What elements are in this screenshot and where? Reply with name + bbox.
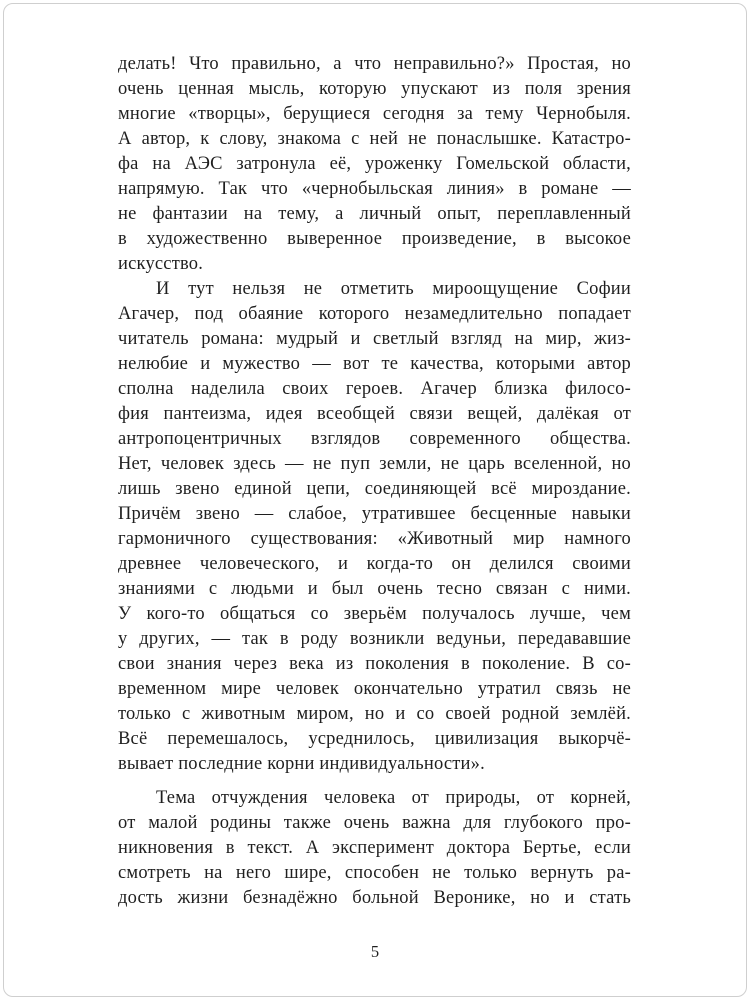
text-line: искусство. [118,254,204,274]
text-line: читатель романа: мудрый и светлый взгляд на мир, жиз- [118,329,631,349]
text-line: только с животным миром, но и со своей родной землёй. [118,704,631,724]
text-line: У кого-то общаться со зверьём получалось лучше, чем [118,604,631,624]
text-line: А автор, к слову, знакома с ней не понаслышке. Катастро- [118,129,631,149]
paragraph-3 [118,786,631,911]
text-line: Тема отчуждения человека от природы, от корней, [156,788,631,808]
paragraph-2 [118,277,631,777]
text-line: гармоничного существования: «Животный мир намного [118,529,631,549]
page-number: 5 [370,942,380,961]
text-line: сполна наделила своих героев. Агачер близка филосо- [118,379,631,399]
text-line: дость жизни безнадёжно больной Веронике, но и стать [118,888,631,908]
text-line: знаниями с людьми и был очень тесно связан с ними. [118,579,631,599]
text-line: многие «творцы», берущиеся сегодня за тему Чернобыля. [118,104,631,124]
text-line: Причём звено — слабое, утратившее бесценные навыки [118,504,631,524]
text-line: Агачер, под обаяние которого незамедлительно попадает [118,304,631,324]
text-line: Нет, человек здесь — не пуп земли, не царь вселенной, но [118,454,631,474]
text-line: не фантазии на тему, а личный опыт, переплавленный [118,204,631,224]
text-line: нелюбие и мужество — вот те качества, которыми автор [118,354,631,374]
text-line: временном мире человек окончательно утратил связь не [118,679,631,699]
text-line: от малой родины также очень важна для глубокого про- [118,813,631,833]
text-line: делать! Что правильно, а что неправильно?» Простая, но [118,54,631,74]
text-line: у других, — так в роду возникли ведуньи, передававшие [118,629,631,649]
text-line: фа на АЭС затронула её, уроженку Гомельской области, [118,154,631,174]
text-line: фия пантеизма, идея всеобщей связи вещей, далёкая от [118,404,631,424]
paragraph-1 [118,52,631,277]
text-line: в художественно выверенное произведение, в высокое [118,229,631,249]
text-line: напрямую. Так что «чернобыльская линия» в романе — [118,179,631,199]
text-line: лишь звено единой цепи, соединяющей всё мироздание. [118,479,631,499]
text-line: смотреть на него шире, способен не только вернуть ра- [118,863,631,883]
text-line: И тут нельзя не отметить мироощущение Софии [156,279,631,299]
text-line: антропоцентричных взглядов современного общества. [118,429,631,449]
text-line: Всё перемешалось, усреднилось, цивилизация выкорчё- [118,729,631,749]
text-line: древнее человеческого, и когда-то он делился своими [118,554,631,574]
text-line: свои знания через века из поколения в поколение. В со- [118,654,631,674]
text-line: очень ценная мысль, которую упускают из поля зрения [118,79,631,99]
text-line: вывает последние корни индивидуальности». [118,754,485,774]
text-line: никновения в текст. А эксперимент доктора Бертье, если [118,838,631,858]
text-block [118,52,631,911]
